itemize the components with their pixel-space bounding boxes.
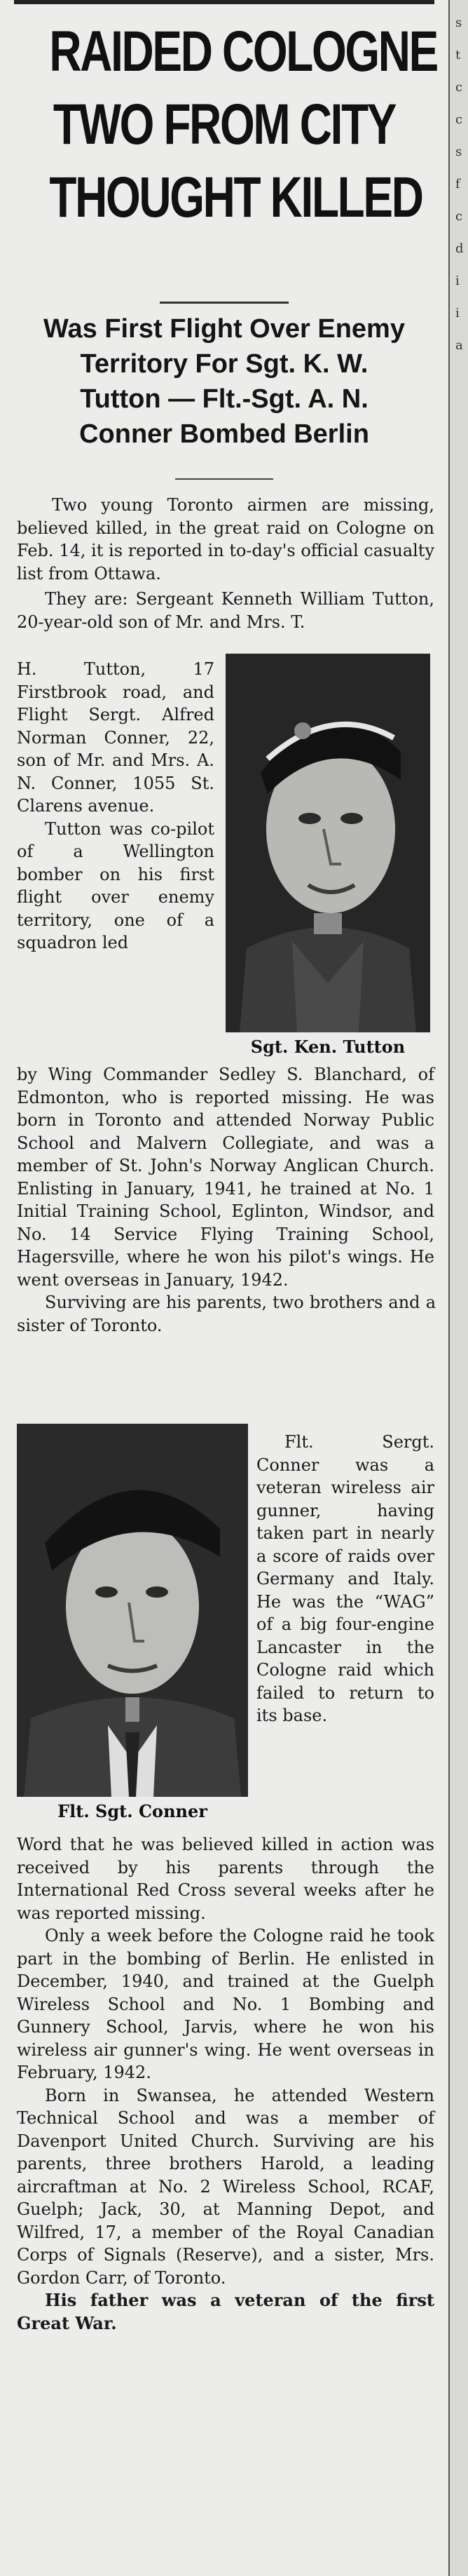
left-column-text bbox=[17, 658, 214, 955]
portrait-conner-image bbox=[17, 1424, 248, 1797]
subhead-line-1: Was First Flight Over Enemy bbox=[43, 314, 405, 344]
paragraph-5-cont: Word that he was believed killed in action was received by his parents through the International Red Cross several weeks after he was reported missing. bbox=[17, 1835, 434, 1923]
strip-letter: t bbox=[455, 48, 461, 62]
strip-letter: d bbox=[455, 241, 464, 256]
strip-letter: f bbox=[455, 177, 460, 191]
subhead-line-2: Territory For Sgt. K. W. bbox=[80, 349, 369, 379]
subheadline bbox=[0, 311, 448, 452]
photo-caption-tutton: Sgt. Ken. Tutton bbox=[250, 1037, 406, 1057]
strip-letter: c bbox=[455, 80, 463, 95]
portrait-tutton-image bbox=[226, 654, 430, 1032]
photo-caption-conner: Flt. Sgt. Conner bbox=[57, 1801, 207, 1821]
article-paragraph-1: Two young Toronto airmen are missing, believed killed, in the great raid on Cologne on Feb. 14, it is reported in to-day's official casualty list from Ottawa. bbox=[17, 495, 434, 584]
adjacent-column-letters bbox=[455, 7, 464, 362]
paragraph-7: Born in Swansea, he attended Western Technical School and was a member of Davenport United Church. Surviving are his parents, three brothers Harold, a leading aircraftman at No. 2 Wireless School, RCAF, Guelph; Jack, 30, at Manning Depot, and Wilfred, 17, a member of the Royal Canadian Corps of Signals (Reserve), and a sister, Mrs. Gordon Carr, of Toronto. bbox=[17, 2085, 434, 2288]
strip-letter: s bbox=[455, 144, 462, 159]
headline-line-3: THOUGHT KILLED bbox=[49, 166, 422, 229]
portrait-photo-tutton bbox=[226, 654, 430, 1032]
paragraph-3-lead: Tutton was co-pilot of a Wellington bomber on his first flight over enemy territory, one of a squadron led bbox=[17, 818, 214, 952]
headline-line-1: RAIDED COLOGNE bbox=[49, 20, 437, 83]
strip-letter: c bbox=[455, 112, 463, 127]
paragraph-4: Surviving are his parents, two brothers and a sister of Toronto. bbox=[17, 1293, 436, 1335]
strip-letter: a bbox=[455, 338, 463, 353]
paragraph-6: Only a week before the Cologne raid he took part in the bombing of Berlin. He enlisted in December, 1940, and trained at the Guelph Wireless School and No. 1 Bombing and Gunnery School, Jarvis, where he won his wireless air gunner's wing. He went overseas in February, 1942. bbox=[17, 1926, 434, 2082]
adjacent-column-edge bbox=[448, 0, 468, 2576]
article-paragraph-2 bbox=[17, 588, 434, 633]
strip-letter: c bbox=[455, 209, 463, 224]
paragraph-2-cont: H. Tutton, 17 Firstbrook road, and Flight Sergt. Alfred Norman Conner, 22, son of Mr. and Mrs. A. N. Conner, 1055 St. Clarens avenue. bbox=[17, 659, 214, 816]
subhead-line-3: Tutton — Flt.-Sgt. A. N. bbox=[80, 384, 369, 414]
headline bbox=[49, 15, 437, 234]
article-full-column-2 bbox=[17, 1833, 434, 2335]
paragraph-5-lead: Flt. Sergt. Conner was a veteran wireless air gunner, having taken part in nearly a score of raids over Germany and Italy. He was the “WAG” of a big four-engine Lancaster in the Cologne raid which failed to return to its base. bbox=[256, 1432, 434, 1725]
subhead-line-4: Conner Bombed Berlin bbox=[79, 419, 369, 449]
right-column-text bbox=[256, 1431, 434, 1727]
top-rule bbox=[14, 0, 434, 4]
strip-letter: i bbox=[455, 306, 460, 321]
strip-letter: i bbox=[455, 274, 460, 288]
headline-divider bbox=[160, 302, 289, 304]
strip-letter: s bbox=[455, 15, 462, 30]
subhead-divider bbox=[175, 478, 273, 480]
paragraph-2-lead: They are: Sergeant Kenneth William Tutton, 20-year-old son of Mr. and Mrs. T. bbox=[17, 589, 434, 632]
portrait-photo-conner bbox=[17, 1424, 248, 1797]
article-full-column-1 bbox=[17, 1063, 434, 1337]
paragraph-8: His father was a veteran of the first Great War. bbox=[17, 2290, 434, 2333]
headline-line-2: TWO FROM CITY bbox=[53, 93, 396, 156]
paragraph-3-cont: by Wing Commander Sedley S. Blanchard, of Edmonton, who is reported missing. He was born in Toronto and attended Norway Public School and Malvern Collegiate, and was a member of St. John's Norway Anglican Church. Enlisting in January, 1941, he trained at No. 1 Initial Training School, Eglinton, Windsor, and No. 14 Service Flying Training School, Hagersville, where he won his pilot's wings. He went overseas in January, 1942. bbox=[17, 1065, 434, 1290]
